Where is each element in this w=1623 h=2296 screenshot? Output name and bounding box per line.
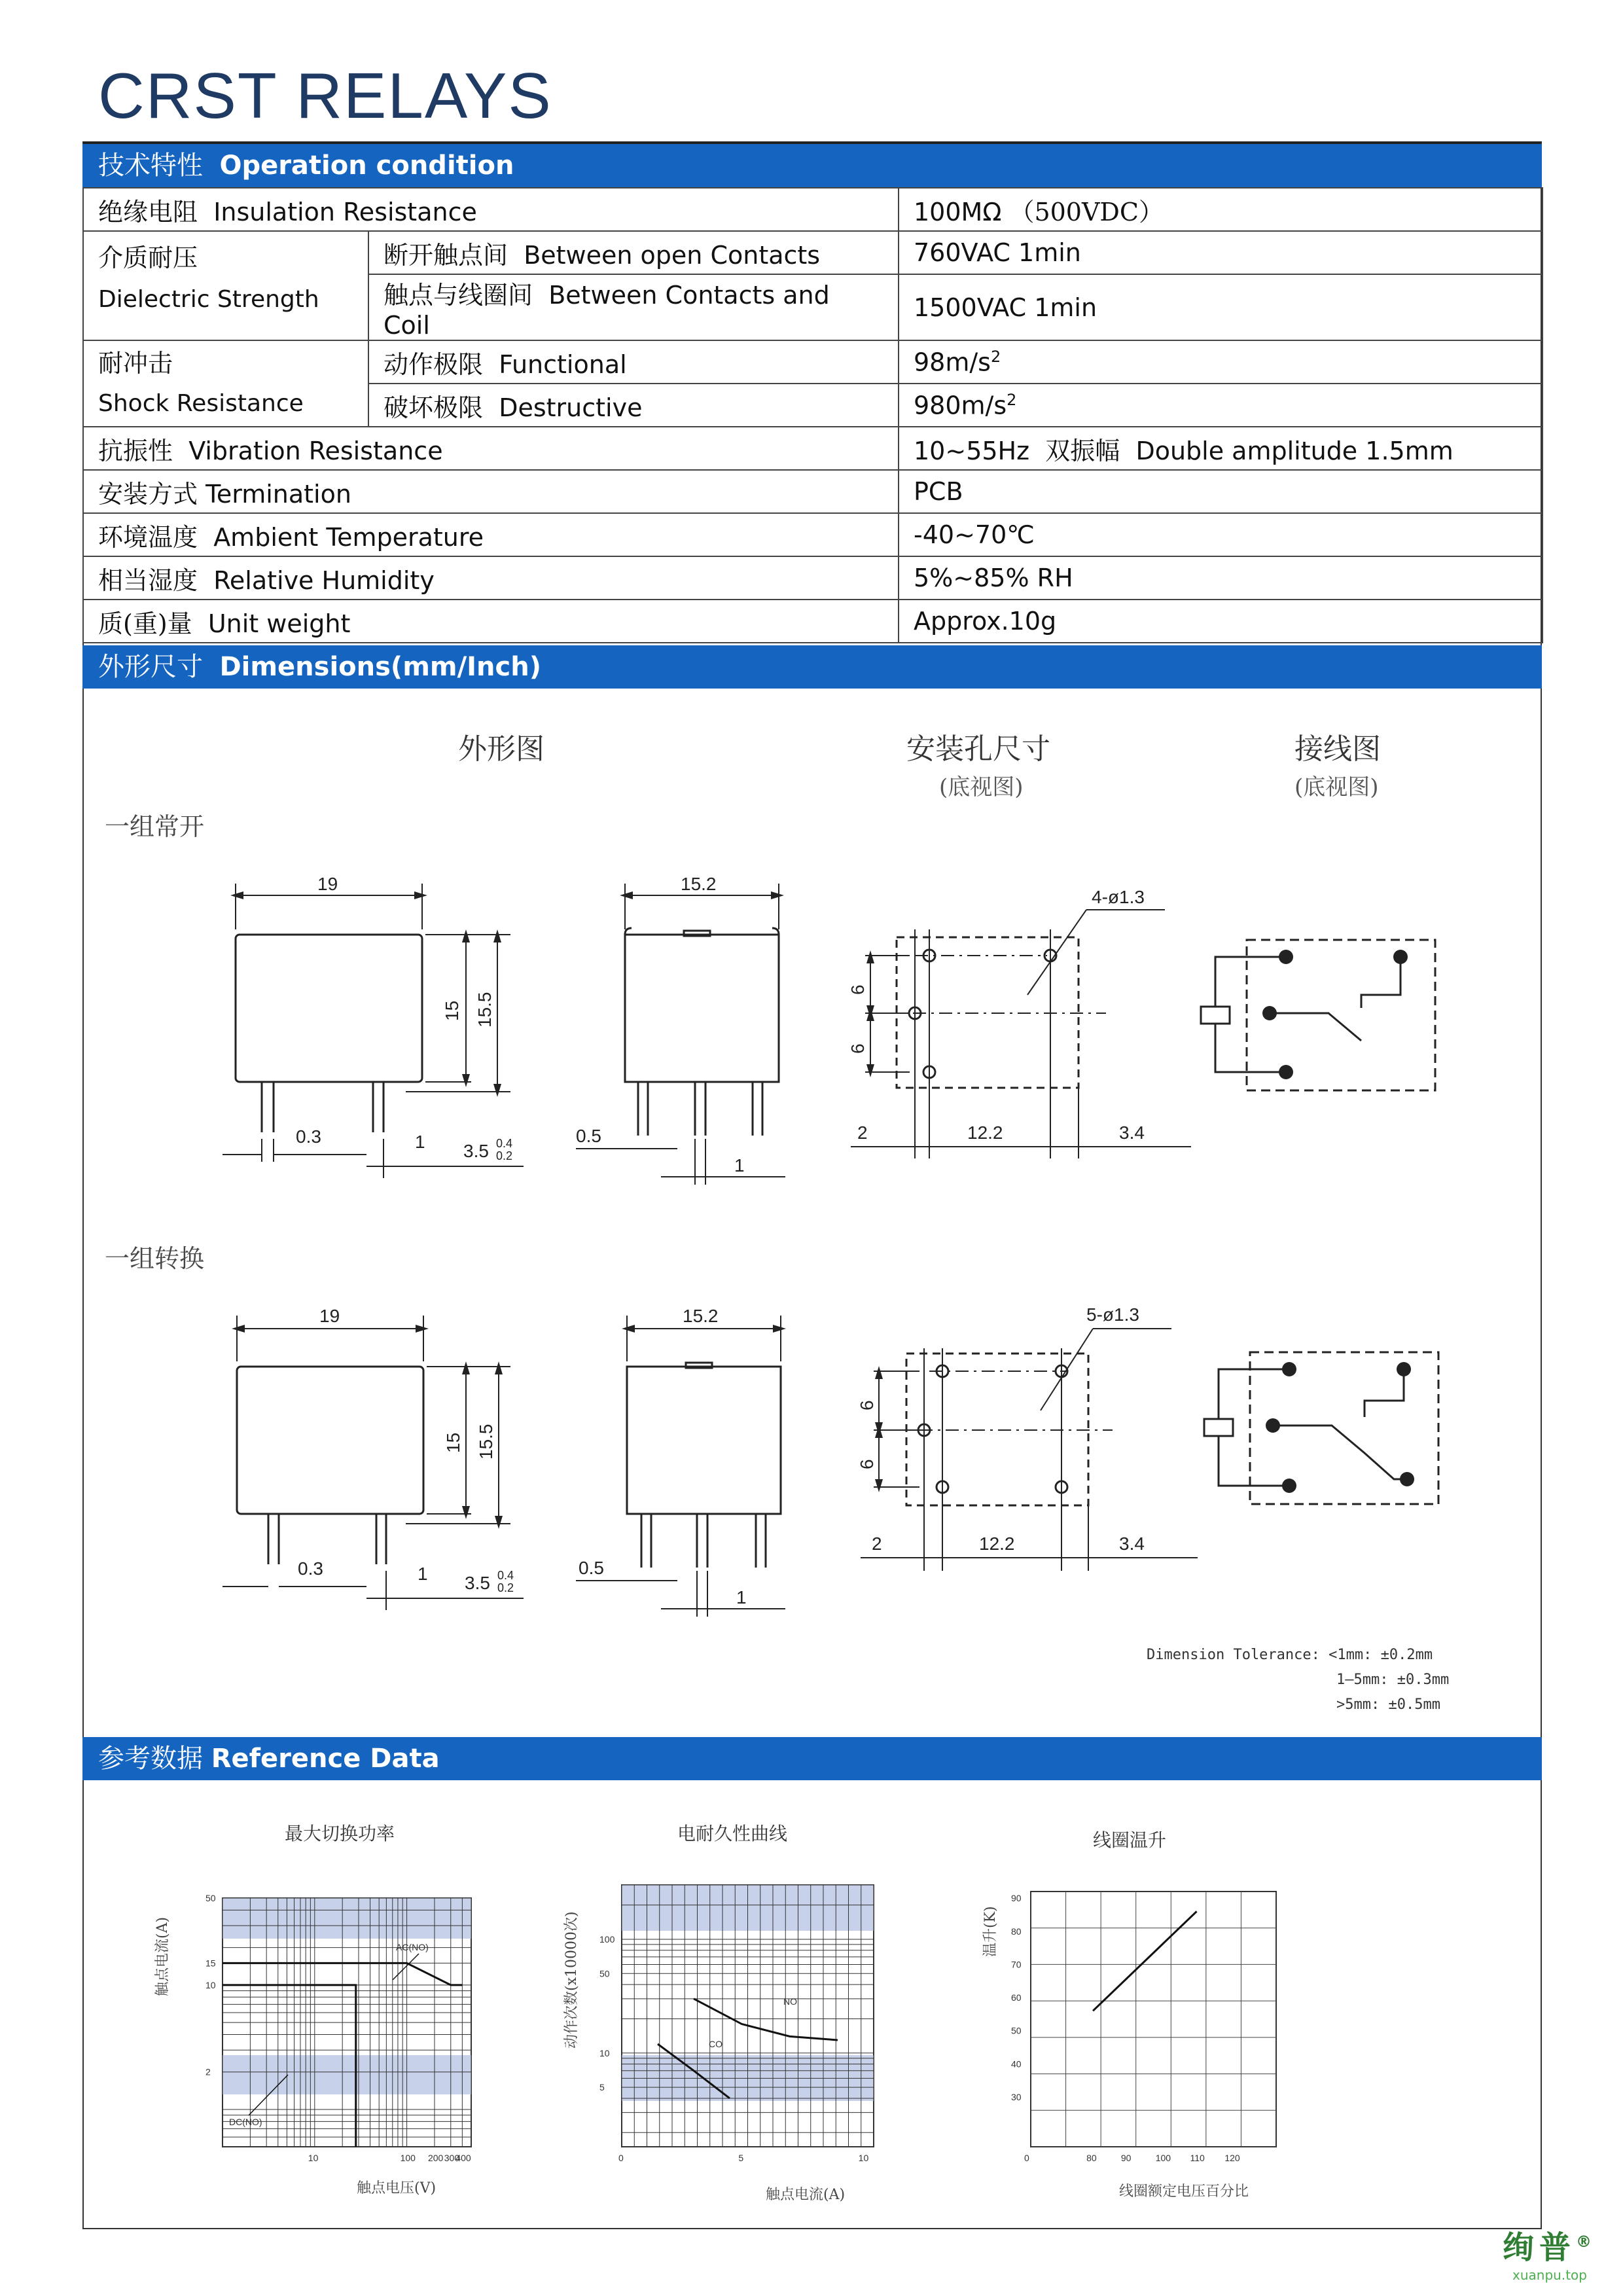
col-wiring-title: 接线图 <box>1294 732 1381 766</box>
g1-dim-2: 2 <box>857 1122 868 1143</box>
chart3-xtick: 120 <box>1224 2153 1240 2163</box>
dielectric-open-en: Between open Contacts <box>524 240 821 270</box>
g1-dim-35-up: 0.4 <box>496 1137 513 1150</box>
weight-en: Unit weight <box>207 609 351 638</box>
g2-dim-6b: 6 <box>857 1459 877 1469</box>
reference-header-en: Reference Data <box>211 1744 440 1774</box>
chart1-series-label: DC(NO) <box>229 2117 262 2127</box>
g2-dim-15: 15 <box>443 1432 463 1453</box>
g1-holes-label: 4-ø1.3 <box>1092 887 1145 907</box>
group1-front-view <box>223 884 524 1178</box>
vibration-zh: 抗振性 <box>98 436 173 465</box>
chart1-ytick: 15 <box>205 1958 216 1969</box>
g2-dim-152: 15.2 <box>683 1306 719 1326</box>
operation-header-en: Operation condition <box>219 151 514 181</box>
chart2-xtick: 10 <box>858 2153 869 2163</box>
humidity-en: Relative Humidity <box>213 565 435 595</box>
tolerance-line-1: Dimension Tolerance: <1mm: ±0.2mm <box>1147 1647 1433 1663</box>
g2-dim-2: 2 <box>872 1534 882 1554</box>
chart1-xtick: 400 <box>455 2153 471 2163</box>
chart3-ytick: 40 <box>1011 2058 1022 2070</box>
reference-header <box>82 1737 1542 1780</box>
chart1-xtick: 100 <box>400 2153 416 2163</box>
dielectric-zh: 介质耐压 <box>98 243 198 272</box>
vibration-value-b: Double amplitude 1.5mm <box>1135 436 1454 465</box>
shock-func-exp: 2 <box>990 347 1001 366</box>
g2-dim-34: 3.4 <box>1119 1534 1145 1554</box>
chart2-title: 电耐久性曲线 <box>677 1823 788 1844</box>
weight-zh: 质(重)量 <box>98 609 192 638</box>
chart3-ytick: 50 <box>1011 2025 1022 2036</box>
g2-dim-122: 12.2 <box>979 1534 1015 1554</box>
insulation-zh: 绝缘电阻 <box>98 197 198 226</box>
g2-dim-19: 19 <box>319 1306 340 1326</box>
g2-holes-label: 5-ø1.3 <box>1086 1304 1139 1325</box>
g2-dim-05: 0.5 <box>579 1558 604 1578</box>
chart1-band-mid <box>223 2055 471 2094</box>
chart3-coil-temp <box>982 1892 1276 2200</box>
weight-value: Approx.10g <box>899 600 1543 643</box>
group2-hole-layout <box>861 1329 1198 1571</box>
chart1-max-switching <box>154 1893 471 2197</box>
reference-charts <box>0 1859 1623 2225</box>
chart3-ytick: 60 <box>1011 1992 1022 2003</box>
chart1-ylabel: 触点电流(A) <box>154 1916 171 1996</box>
dielectric-coil-en: Between Contacts and Coil <box>383 281 830 340</box>
g1-dim-35-dn: 0.2 <box>496 1149 513 1162</box>
chart3-xtick: 0 <box>1024 2153 1029 2163</box>
tolerance-line-2: 1—5mm: ±0.3mm <box>1336 1672 1450 1688</box>
dimension-tolerance <box>1147 1643 1513 1717</box>
chart1-xlabel: 触点电压(V) <box>357 2180 437 2197</box>
chart3-ylabel: 温升(K) <box>982 1906 999 1957</box>
shock-dest-en: Destructive <box>499 393 643 422</box>
vibration-value-a: 10~55Hz <box>914 436 1030 465</box>
chart3-xtick: 110 <box>1190 2153 1205 2163</box>
dimensions-header-en: Dimensions(mm/Inch) <box>219 652 541 682</box>
group2-label: 一组转换 <box>105 1244 205 1273</box>
group1-hole-layout <box>851 910 1191 1158</box>
ambient-value: -40~70℃ <box>899 513 1543 556</box>
g2-dim-35-dn: 0.2 <box>497 1581 514 1594</box>
group1-label: 一组常开 <box>105 812 205 841</box>
termination-en: Termination <box>205 479 351 509</box>
g1-dim-6a: 6 <box>847 984 868 995</box>
shock-zh: 耐冲击 <box>98 349 173 378</box>
shock-en: Shock Resistance <box>98 390 304 417</box>
g2-dim-6a: 6 <box>857 1400 877 1410</box>
g2-dim-35: 3.5 <box>465 1573 490 1593</box>
vibration-en: Vibration Resistance <box>188 436 443 465</box>
dielectric-open-value: 760VAC 1min <box>899 231 1543 274</box>
shock-func-en: Functional <box>499 350 627 379</box>
chart3-plot-area <box>1031 1892 1276 2147</box>
g1-dim-35: 3.5 <box>463 1141 489 1161</box>
g2-dim-155: 15.5 <box>476 1424 496 1460</box>
humidity-zh: 相当湿度 <box>98 565 198 595</box>
g2-dim-1: 1 <box>418 1564 428 1584</box>
g1-dim-19: 19 <box>317 874 338 894</box>
g1-dim-152: 15.2 <box>681 874 717 894</box>
chart1-title: 最大切换功率 <box>285 1823 395 1844</box>
chart3-ytick: 30 <box>1011 2092 1022 2103</box>
ambient-zh: 环境温度 <box>98 522 198 552</box>
dielectric-coil-value: 1500VAC 1min <box>899 274 1543 340</box>
insulation-value-text: 100MΩ <box>914 197 1002 226</box>
dimensions-header-zh: 外形尺寸 <box>98 652 203 682</box>
shock-dest-value-text: 980m/s <box>914 391 1007 420</box>
chart2-xtick: 0 <box>618 2153 624 2163</box>
insulation-en: Insulation Resistance <box>213 197 477 226</box>
chart1-band-top <box>223 1898 471 1939</box>
chart3-ytick: 80 <box>1011 1926 1022 1937</box>
shock-func-value-text: 98m/s <box>914 348 991 377</box>
col-outline-title: 外形图 <box>458 732 544 766</box>
chart2-endurance <box>563 1885 874 2203</box>
watermark-brand: 绚普 <box>1502 2229 1576 2266</box>
chart2-ytick: 100 <box>599 1933 615 1945</box>
chart2-series-label: NO <box>783 1996 797 2007</box>
g1-dim-122: 12.2 <box>967 1122 1003 1143</box>
watermark-site: xuanpu.top <box>1512 2267 1587 2283</box>
group2-side-view <box>576 1316 785 1617</box>
dielectric-coil-zh: 触点与线圈间 <box>383 281 533 310</box>
chart2-series-label: CO <box>709 2039 722 2049</box>
chart2-ytick: 50 <box>599 1968 610 1979</box>
shock-dest-zh: 破坏极限 <box>383 393 484 422</box>
chart1-series-label: AC(NO) <box>396 1942 429 1952</box>
dielectric-en: Dielectric Strength <box>98 286 319 313</box>
chart1-ytick: 10 <box>205 1979 216 1990</box>
tolerance-line-3: >5mm: ±0.5mm <box>1336 1696 1440 1713</box>
g2-dim-1b: 1 <box>736 1587 747 1607</box>
g1-dim-05: 0.5 <box>576 1126 601 1146</box>
termination-zh: 安装方式 <box>98 479 198 509</box>
g1-dim-6b: 6 <box>847 1043 868 1054</box>
vibration-value-zh: 双振幅 <box>1045 436 1120 465</box>
reference-header-zh: 参考数据 <box>98 1744 203 1774</box>
g2-dim-03: 0.3 <box>298 1558 323 1579</box>
ambient-en: Ambient Temperature <box>213 522 484 552</box>
g1-dim-155: 15.5 <box>474 992 495 1028</box>
chart1-ytick: 50 <box>205 1893 216 1903</box>
dielectric-open-zh: 断开触点间 <box>383 240 508 270</box>
chart3-title: 线圈温升 <box>1093 1829 1167 1851</box>
g2-dim-35-up: 0.4 <box>497 1569 514 1582</box>
col-wiring-sub: (底视图) <box>1294 774 1379 800</box>
page-title: CRST RELAYS <box>98 60 552 132</box>
g1-dim-1b: 1 <box>734 1155 745 1175</box>
watermark-registered: ® <box>1576 2233 1597 2251</box>
g1-dim-15: 15 <box>442 1000 462 1021</box>
col-holes-title: 安装孔尺寸 <box>906 732 1050 766</box>
chart3-xtick: 100 <box>1155 2153 1171 2163</box>
chart1-xtick: 300 <box>444 2153 460 2163</box>
operation-header-zh: 技术特性 <box>98 151 203 181</box>
chart1-xtick: 200 <box>427 2153 444 2163</box>
chart1-xtick: 10 <box>308 2153 319 2163</box>
chart3-ytick: 90 <box>1011 1893 1022 1904</box>
chart2-ylabel: 动作次数(x10000次) <box>563 1911 580 2049</box>
g1-dim-03: 0.3 <box>296 1126 321 1147</box>
insulation-value-note: （500VDC） <box>1009 197 1164 226</box>
shock-func-zh: 动作极限 <box>383 350 484 379</box>
watermark <box>1503 2222 1597 2283</box>
chart3-xtick: 80 <box>1086 2153 1097 2163</box>
col-holes-sub: (底视图) <box>939 774 1024 800</box>
termination-value: PCB <box>899 470 1543 513</box>
group2-front-view <box>223 1316 524 1610</box>
shock-dest-exp: 2 <box>1007 390 1017 409</box>
group1-side-view <box>576 884 785 1185</box>
chart2-xtick: 5 <box>738 2153 744 2163</box>
chart2-ytick: 10 <box>599 2047 610 2058</box>
chart2-ytick: 5 <box>599 2082 605 2093</box>
humidity-value: 5%~85% RH <box>899 556 1543 600</box>
chart1-ytick: 2 <box>205 2066 211 2077</box>
g1-dim-34: 3.4 <box>1119 1122 1145 1143</box>
chart2-xlabel: 触点电流(A) <box>766 2187 846 2203</box>
chart3-xtick: 90 <box>1120 2153 1132 2163</box>
chart3-xlabel: 线圈额定电压百分比 <box>1119 2183 1249 2200</box>
g1-dim-1: 1 <box>415 1132 425 1152</box>
chart3-ytick: 70 <box>1011 1959 1022 1970</box>
